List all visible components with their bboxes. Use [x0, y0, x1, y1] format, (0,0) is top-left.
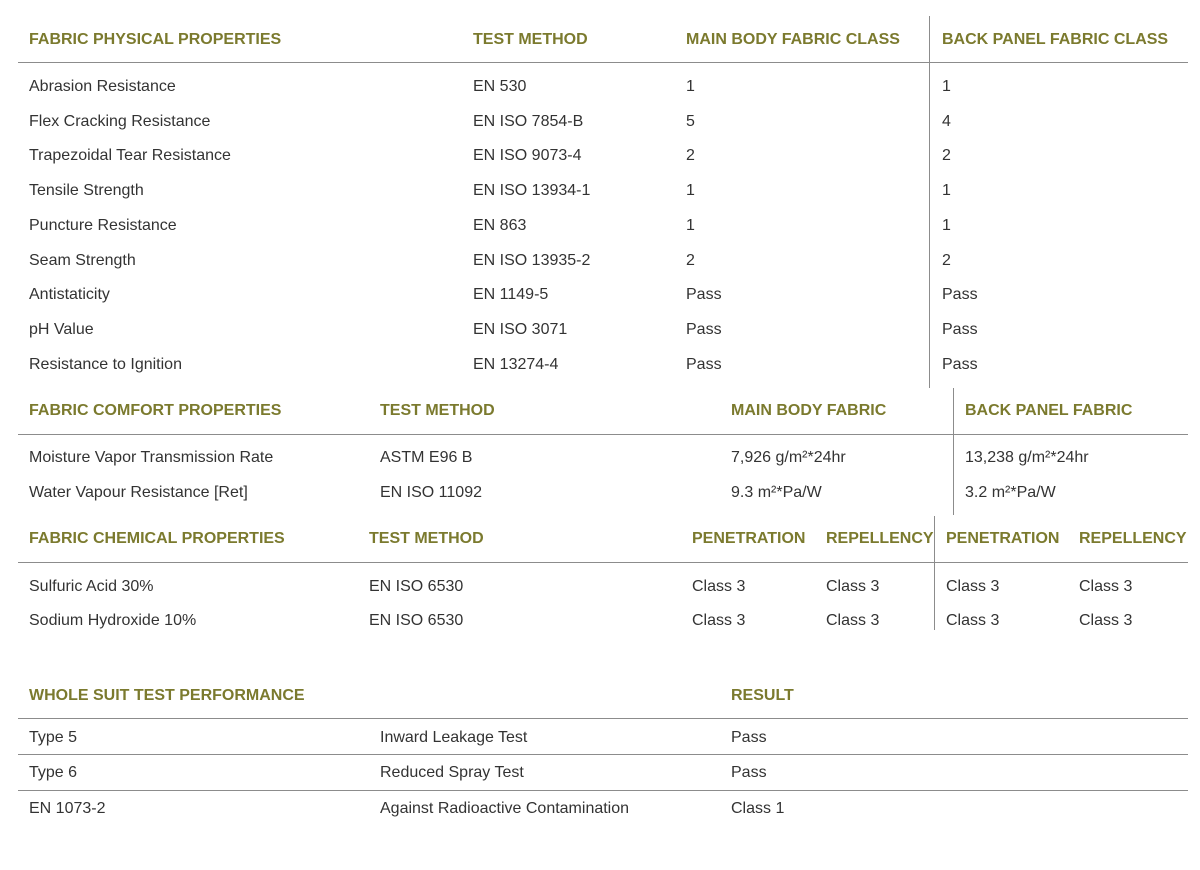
table-row-cell: EN ISO 11092 — [380, 484, 482, 501]
table-row-cell: Class 1 — [731, 800, 785, 817]
table-row-cell: Pass — [942, 356, 978, 373]
table-row-cell: 13,238 g/m²*24hr — [965, 449, 1089, 466]
table-row-cell: EN ISO 13935-2 — [473, 252, 591, 269]
table-row-cell: Class 3 — [1079, 578, 1133, 595]
table-row-cell: Pass — [731, 764, 767, 781]
table-row-cell: Pass — [942, 286, 978, 303]
table-row-cell: Pass — [942, 321, 978, 338]
comfort-header-main-body: MAIN BODY FABRIC — [731, 402, 887, 419]
chemical-column-divider — [934, 516, 935, 630]
table-row-cell: 4 — [942, 113, 951, 130]
table-row-cell: EN 863 — [473, 217, 527, 234]
chemical-header-property: FABRIC CHEMICAL PROPERTIES — [29, 530, 285, 547]
table-row-cell: Reduced Spray Test — [380, 764, 524, 781]
table-row-cell: Sodium Hydroxide 10% — [29, 612, 197, 629]
table-row-cell: pH Value — [29, 321, 94, 338]
chemical-header-back-penetration: PENETRATION — [946, 530, 1060, 547]
physical-header-main-body: MAIN BODY FABRIC CLASS — [686, 31, 900, 48]
table-row-cell: Antistaticity — [29, 286, 110, 303]
table-row-cell: EN 1073-2 — [29, 800, 106, 817]
comfort-column-divider — [953, 388, 954, 515]
table-row-cell: 5 — [686, 113, 695, 130]
table-row-cell: Class 3 — [692, 612, 746, 629]
table-row-cell: EN 13274-4 — [473, 356, 559, 373]
physical-header-property: FABRIC PHYSICAL PROPERTIES — [29, 31, 282, 48]
table-row-cell: EN ISO 3071 — [473, 321, 568, 338]
table-row-cell: 2 — [686, 147, 695, 164]
table-row-cell: Pass — [686, 356, 722, 373]
chemical-header-back-repellency: REPELLENCY — [1079, 530, 1187, 547]
physical-header-back-panel: BACK PANEL FABRIC CLASS — [942, 31, 1169, 48]
comfort-header-property: FABRIC COMFORT PROPERTIES — [29, 402, 282, 419]
table-row-cell: Class 3 — [1079, 612, 1133, 629]
table-row-cell: 1 — [942, 217, 951, 234]
table-row-cell: Class 3 — [692, 578, 746, 595]
chemical-header-main-repellency: REPELLENCY — [826, 530, 934, 547]
table-row-cell: ASTM E96 B — [380, 449, 473, 466]
row-divider — [18, 790, 1188, 791]
table-row-cell: Against Radioactive Contamination — [380, 800, 630, 817]
table-row-cell: Moisture Vapor Transmission Rate — [29, 449, 274, 466]
table-row-cell: 3.2 m²*Pa/W — [965, 484, 1056, 501]
physical-column-divider — [929, 16, 930, 388]
table-row-cell: Inward Leakage Test — [380, 729, 528, 746]
table-row-cell: Class 3 — [946, 578, 1000, 595]
table-row-cell: Flex Cracking Resistance — [29, 113, 211, 130]
table-row-cell: EN ISO 6530 — [369, 612, 464, 629]
table-row-cell: 1 — [942, 78, 951, 95]
table-row-cell: 1 — [686, 182, 695, 199]
chemical-header-main-penetration: PENETRATION — [692, 530, 806, 547]
row-divider — [18, 754, 1188, 755]
comfort-header-divider — [18, 434, 1188, 435]
table-row-cell: Resistance to Ignition — [29, 356, 182, 373]
table-row-cell: 1 — [942, 182, 951, 199]
table-row-cell: Type 5 — [29, 729, 78, 746]
table-row-cell: Pass — [686, 321, 722, 338]
table-row-cell: Sulfuric Acid 30% — [29, 578, 154, 595]
physical-header-test-method: TEST METHOD — [473, 31, 588, 48]
table-row-cell: Pass — [686, 286, 722, 303]
table-row-cell: Class 3 — [826, 578, 880, 595]
chemical-header-test-method: TEST METHOD — [369, 530, 484, 547]
table-row-cell: 9.3 m²*Pa/W — [731, 484, 822, 501]
table-row-cell: 1 — [686, 78, 695, 95]
table-row-cell: Water Vapour Resistance [Ret] — [29, 484, 248, 501]
table-row-cell: EN 1149-5 — [473, 286, 549, 303]
whole-suit-header-result: RESULT — [731, 687, 794, 704]
table-row-cell: Abrasion Resistance — [29, 78, 176, 95]
table-row-cell: Class 3 — [946, 612, 1000, 629]
table-row-cell: EN 530 — [473, 78, 527, 95]
table-row-cell: Type 6 — [29, 764, 78, 781]
table-row-cell: 2 — [942, 252, 951, 269]
table-row-cell: Tensile Strength — [29, 182, 144, 199]
chemical-header-divider — [18, 562, 1188, 563]
table-row-cell: EN ISO 9073-4 — [473, 147, 582, 164]
table-row-cell: Puncture Resistance — [29, 217, 177, 234]
table-row-cell: 7,926 g/m²*24hr — [731, 449, 846, 466]
table-row-cell: Class 3 — [826, 612, 880, 629]
table-row-cell: Trapezoidal Tear Resistance — [29, 147, 231, 164]
table-row-cell: EN ISO 7854-B — [473, 113, 584, 130]
table-row-cell: 1 — [686, 217, 695, 234]
whole-suit-header-divider — [18, 718, 1188, 719]
table-row-cell: EN ISO 13934-1 — [473, 182, 591, 199]
physical-header-divider — [18, 62, 1188, 63]
table-row-cell: Seam Strength — [29, 252, 136, 269]
table-row-cell: Pass — [731, 729, 767, 746]
table-row-cell: EN ISO 6530 — [369, 578, 464, 595]
table-row-cell: 2 — [942, 147, 951, 164]
table-row-cell: 2 — [686, 252, 695, 269]
whole-suit-header-test: WHOLE SUIT TEST PERFORMANCE — [29, 687, 305, 704]
comfort-header-back-panel: BACK PANEL FABRIC — [965, 402, 1133, 419]
comfort-header-test-method: TEST METHOD — [380, 402, 495, 419]
